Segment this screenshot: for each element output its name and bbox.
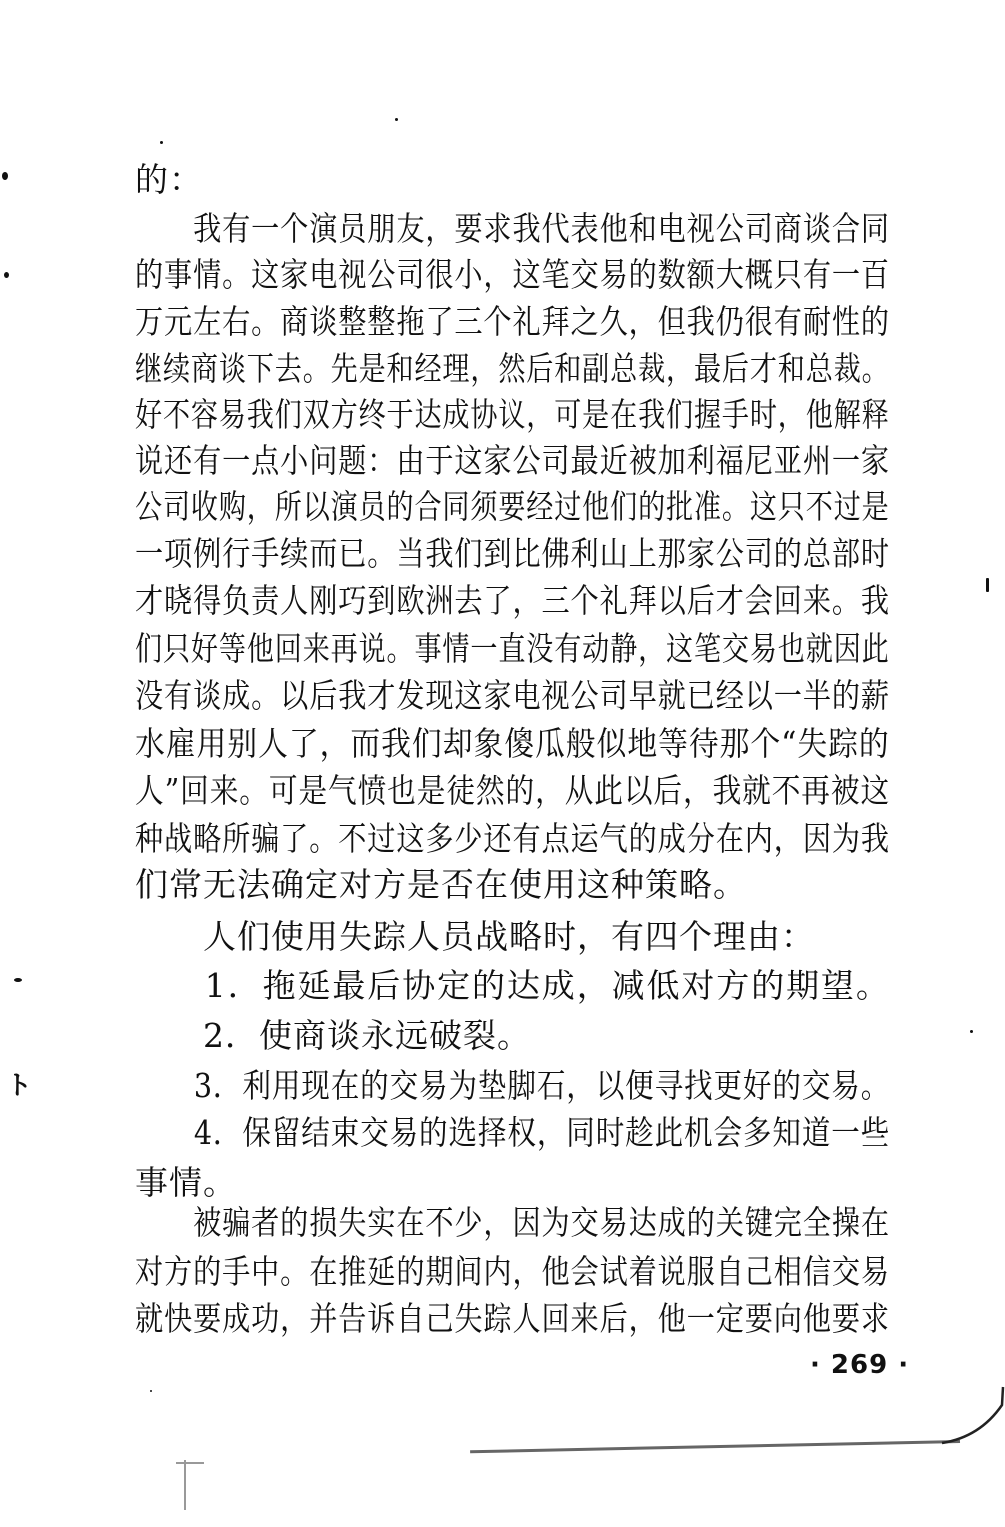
- scan-speck: [2, 172, 8, 180]
- text-line: 我有一个演员朋友，要求我代表他和电视公司商谈合同: [135, 209, 890, 248]
- text-line: 就快要成功，并告诉自己失踪人回来后，他一定要向他要求: [135, 1299, 890, 1338]
- text-line: 好不容易我们双方终于达成协议，可是在我们握手时，他解释: [135, 395, 890, 434]
- scan-speck: [150, 1390, 152, 1392]
- margin-mark: ト: [6, 1071, 33, 1101]
- text-line: 被骗者的损失实在不少，因为交易达成的关键完全操在: [135, 1203, 890, 1242]
- scan-speck: [395, 118, 398, 121]
- text-line: 人”回来。可是气愤也是徒然的，从此以后，我就不再被这: [135, 771, 891, 810]
- text-line: 说还有一点小问题：由于这家公司最近被加利福尼亚州一家: [135, 441, 890, 480]
- text-line: 对方的手中。在推延的期间内，他会试着说服自己相信交易: [135, 1252, 890, 1291]
- page-corner-curl: [940, 1385, 1005, 1445]
- scan-speck: [4, 272, 9, 278]
- scan-artifact: [184, 1460, 186, 1510]
- page-edge-shadow: [470, 1440, 960, 1453]
- text-line: 水雇用别人了，而我们却象傻瓜般似地等待那个“失踪的: [135, 724, 890, 763]
- list-item: 4．保留结束交易的选择权，同时趁此机会多知道一些: [135, 1113, 891, 1152]
- text-line: 们只好等他回来再说。事情一直没有动静，这笔交易也就因此: [135, 629, 890, 668]
- text-line: 继续商谈下去。先是和经理，然后和副总裁，最后才和总裁。: [135, 349, 890, 388]
- scan-speck: [14, 978, 22, 982]
- text-line: 一项例行手续而已。当我们到比佛利山上那家公司的总部时: [135, 534, 890, 573]
- list-item: 2．使商谈永远破裂。: [135, 1016, 531, 1055]
- scan-artifact: [176, 1462, 204, 1464]
- page-number: · 269 ·: [810, 1350, 910, 1380]
- text-line: 的：: [135, 160, 203, 199]
- scan-speck: [160, 141, 163, 144]
- scan-speck: [986, 578, 989, 592]
- scan-speck: [970, 1030, 973, 1033]
- list-item: 1．拖延最后协定的达成，减低对方的期望。: [135, 966, 891, 1005]
- text-line: 们常无法确定对方是否在使用这种策略。: [135, 865, 747, 904]
- text-line: 万元左右。商谈整整拖了三个礼拜之久，但我仍很有耐性的: [135, 302, 890, 341]
- text-line: 没有谈成。以后我才发现这家电视公司早就已经以一半的薪: [135, 676, 890, 715]
- text-line: 的事情。这家电视公司很小，这笔交易的数额大概只有一百: [135, 255, 890, 294]
- text-line: 才晓得负责人刚巧到欧洲去了，三个礼拜以后才会回来。我: [135, 581, 890, 620]
- list-item: 3．利用现在的交易为垫脚石，以便寻找更好的交易。: [135, 1066, 891, 1105]
- text-line: 种战略所骗了。不过这多少还有点运气的成分在内，因为我: [135, 819, 890, 858]
- text-line: 人们使用失踪人员战略时，有四个理由：: [135, 917, 815, 956]
- text-line: 事情。: [135, 1163, 237, 1202]
- text-line: 公司收购，所以演员的合同须要经过他们的批准。这只不过是: [135, 487, 890, 526]
